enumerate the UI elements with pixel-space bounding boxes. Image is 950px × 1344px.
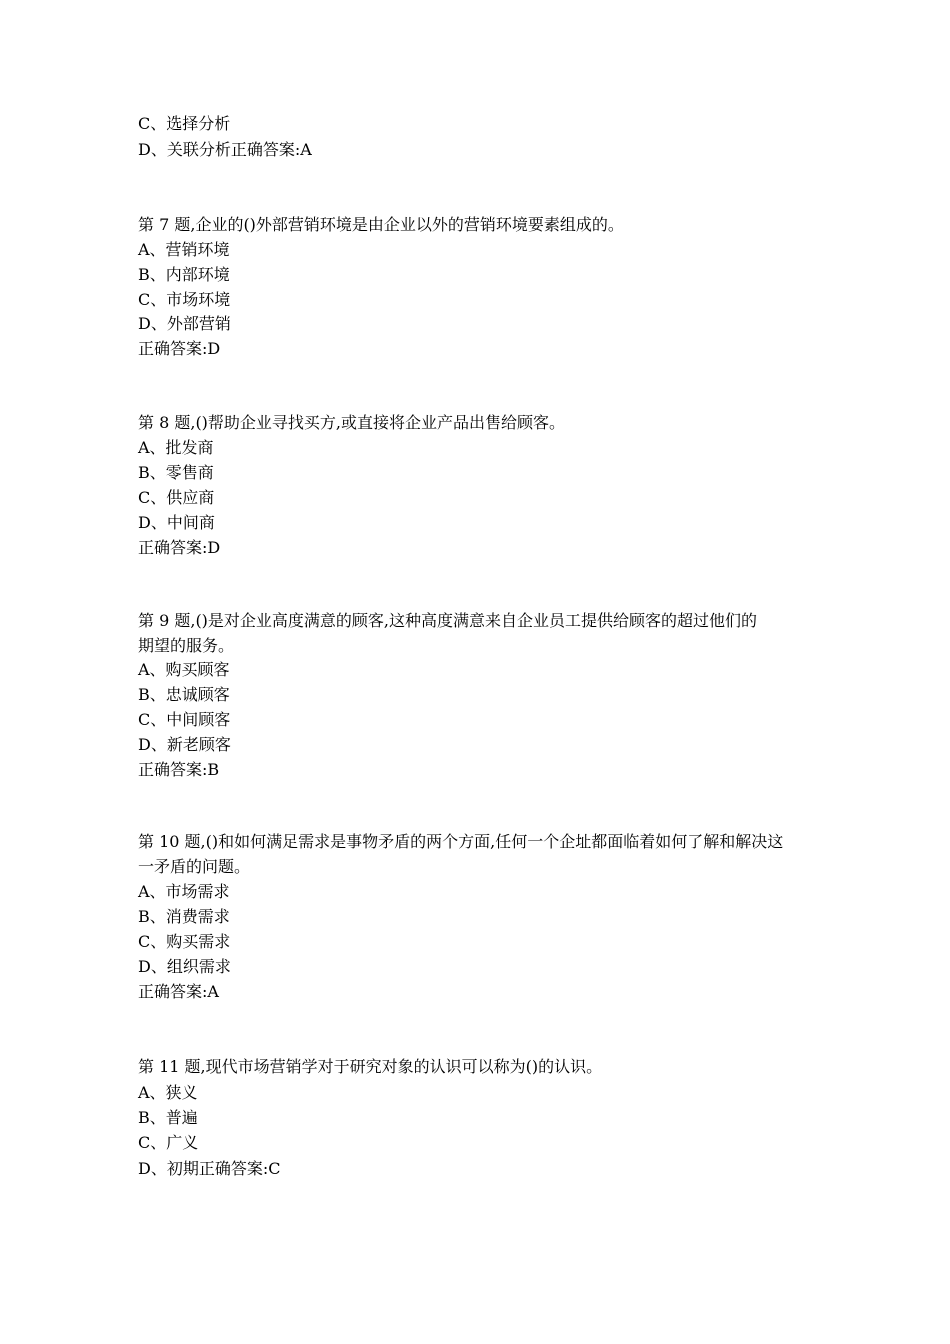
answer-q10: 正确答案:A — [138, 982, 219, 1001]
option-b-q9: B、忠诚顾客 — [138, 685, 230, 704]
question-10-line-2: 一矛盾的问题。 — [138, 857, 251, 876]
option-a-q7: A、营销环境 — [138, 240, 230, 259]
option-c-q10: C、购买需求 — [138, 932, 231, 951]
option-a-q8: A、批发商 — [138, 438, 214, 457]
option-d-answer-q6: D、关联分析正确答案:A — [138, 140, 312, 159]
option-d-q7: D、外部营销 — [138, 314, 231, 333]
option-a-q9: A、购买顾客 — [138, 660, 230, 679]
question-7: 第 7 题,企业的()外部营销环境是由企业以外的营销环境要素组成的。 — [138, 215, 624, 234]
option-c-q7: C、市场环境 — [138, 290, 231, 309]
answer-q8: 正确答案:D — [138, 538, 221, 557]
answer-q9: 正确答案:B — [138, 760, 220, 779]
option-d-q10: D、组织需求 — [138, 957, 231, 976]
option-a-q10: A、市场需求 — [138, 882, 230, 901]
option-b-q8: B、零售商 — [138, 463, 214, 482]
question-11: 第 11 题,现代市场营销学对于研究对象的认识可以称为()的认识。 — [138, 1057, 603, 1076]
option-b-q10: B、消费需求 — [138, 907, 230, 926]
option-a-q11: A、狭义 — [138, 1083, 198, 1102]
option-d-answer-q11: D、初期正确答案:C — [138, 1159, 281, 1178]
question-10-line-1: 第 10 题,()和如何满足需求是事物矛盾的两个方面,任何一个企址都面临着如何了解和解决这 — [138, 832, 784, 851]
option-c-q8: C、供应商 — [138, 488, 215, 507]
option-b-q7: B、内部环境 — [138, 265, 230, 284]
question-8: 第 8 题,()帮助企业寻找买方,或直接将企业产品出售给顾客。 — [138, 413, 566, 432]
option-d-q8: D、中间商 — [138, 513, 215, 532]
question-9-line-2: 期望的服务。 — [138, 636, 235, 655]
option-b-q11: B、普遍 — [138, 1108, 198, 1127]
question-9-line-1: 第 9 题,()是对企业高度满意的顾客,这种高度满意来自企业员工提供给顾客的超过他们的 — [138, 611, 758, 630]
answer-q7: 正确答案:D — [138, 339, 221, 358]
option-c-q9: C、中间顾客 — [138, 710, 231, 729]
option-c-q6: C、选择分析 — [138, 114, 231, 133]
option-c-q11: C、广义 — [138, 1133, 199, 1152]
option-d-q9: D、新老顾客 — [138, 735, 231, 754]
